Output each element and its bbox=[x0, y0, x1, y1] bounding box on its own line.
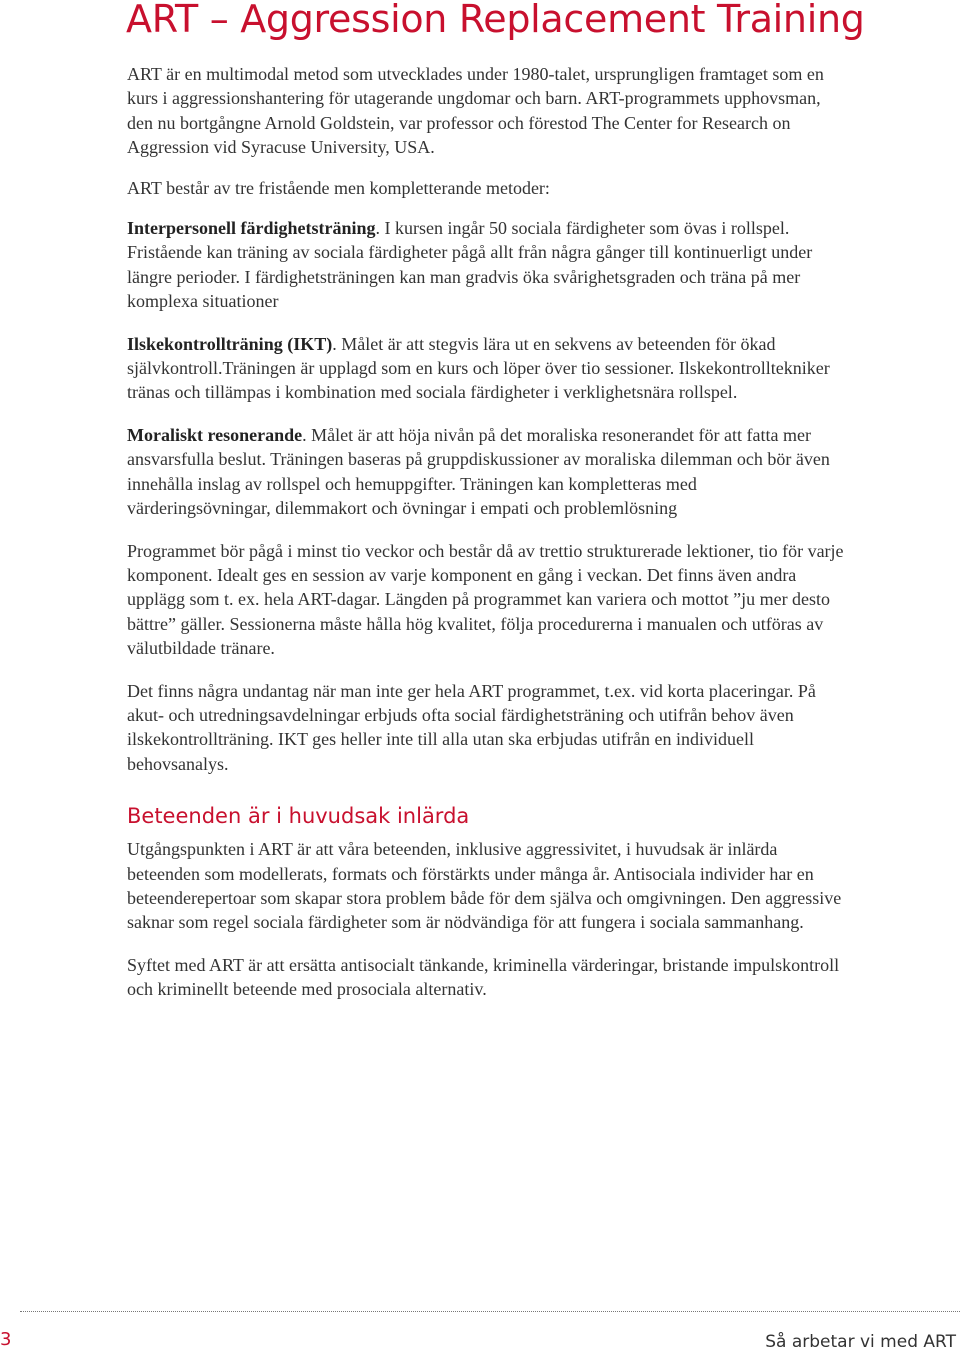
method-text-interpersonal: . I kursen ingår 50 sociala färdigheter som övas i rollspel. Fristående kan träning av sociala färdigheter pågå allt från några gånger till kontinuerligt under längre perioder. I färdighetsträningen kan man gradvis öka svårighetsgraden och träna på mer komplexa situationer bbox=[127, 218, 813, 312]
methods-intro-paragraph: ART består av tre fristående men kompletterande metoder: bbox=[127, 177, 550, 198]
method-text-moral-reasoning: . Målet är att höja nivån på det moraliska resonerandet för att fatta mer ansvarsfulla beslut. Träningen baseras på gruppdiskussioner av moraliska dilemman och bör även innehålla inslag av rollspel och hemuppgifter. Träningen kan kompletteras med värderingsövningar, dilemmakort och övningar i empati och problemlösning bbox=[127, 424, 830, 519]
purpose-paragraph: Syftet med ART är att ersätta antisocialt tänkande, kriminella värderingar, bristande impulskontroll och kriminellt beteende med prosociala alternativ. bbox=[127, 954, 840, 1000]
footer-document-title: Så arbetar vi med ART bbox=[765, 1332, 956, 1352]
page-number: 3 bbox=[0, 1329, 12, 1350]
body-content bbox=[127, 62, 845, 1002]
section-subheading: Beteenden är i huvudsak inlärda bbox=[127, 804, 470, 829]
learned-behaviour-paragraph: Utgångspunkten i ART är att våra beteenden, inklusive aggressivitet, i huvudsak är inlärda beteenden som modellerats, formats och förstärkts under många år. Antisociala individer har en beteenderepertoar som skapar stora problem både för dem själva och omgivningen. Den aggressive saknar som regel sociala färdigheter som är nödvändiga för att fungera i sociala sammanhang. bbox=[127, 839, 842, 933]
method-paragraph-anger-control bbox=[127, 332, 845, 405]
method-paragraph-moral-reasoning bbox=[127, 423, 845, 521]
program-paragraph: Programmet bör pågå i minst tio veckor och består då av trettio strukturerade lektioner, tio för varje komponent. Idealt ges en session av varje komponent en gång i veckan. Det finns även andra upplägg som t. ex. hela ART-dagar. Längden på programmet kan variera och mottot ”ju mer desto bättre” gäller. Sessionerna måste hålla hög kvalitet, följa procedurerna i manualen och utföras av välutbildade tränare. bbox=[127, 540, 844, 659]
method-paragraph-interpersonal bbox=[127, 216, 845, 314]
exceptions-paragraph: Det finns några undantag när man inte ger hela ART programmet, t.ex. vid korta placeringar. På akut- och utredningsavdelningar erbjuds ofta social färdighetsträning och utifrån behov även ilskekontrollträning. IKT ges heller inte till alla utan ska erbjudas utifrån en individuell behovsanalys. bbox=[127, 680, 816, 774]
intro-paragraph: ART är en multimodal metod som utvecklades under 1980-talet, ursprungligen framtaget som en kurs i aggressionshantering för utagerande ungdomar och barn. ART-programmets upphovsman, den nu bortgångne Arnold Goldstein, var professor och förestod The Center for Research on Aggression vid Syracuse University, USA. bbox=[127, 64, 824, 158]
page-title: ART – Aggression Replacement Training bbox=[126, 0, 865, 41]
method-name-moral-reasoning: Moraliskt resonerande bbox=[127, 424, 303, 445]
method-text-anger-control: . Målet är att stegvis lära ut en sekvens av beteenden för ökad självkontroll.Träningen är upplagd som en kurs och löper över tio sessioner. Ilskekontrolltekniker tränas och tillämpas i kombination med sociala färdigheter i verklighetsnära rollspel. bbox=[127, 333, 830, 403]
method-name-interpersonal: Interpersonell färdighetsträning bbox=[127, 218, 376, 239]
footer-divider bbox=[20, 1311, 960, 1312]
method-name-anger-control: Ilskekontrollträning (IKT) bbox=[127, 333, 333, 354]
